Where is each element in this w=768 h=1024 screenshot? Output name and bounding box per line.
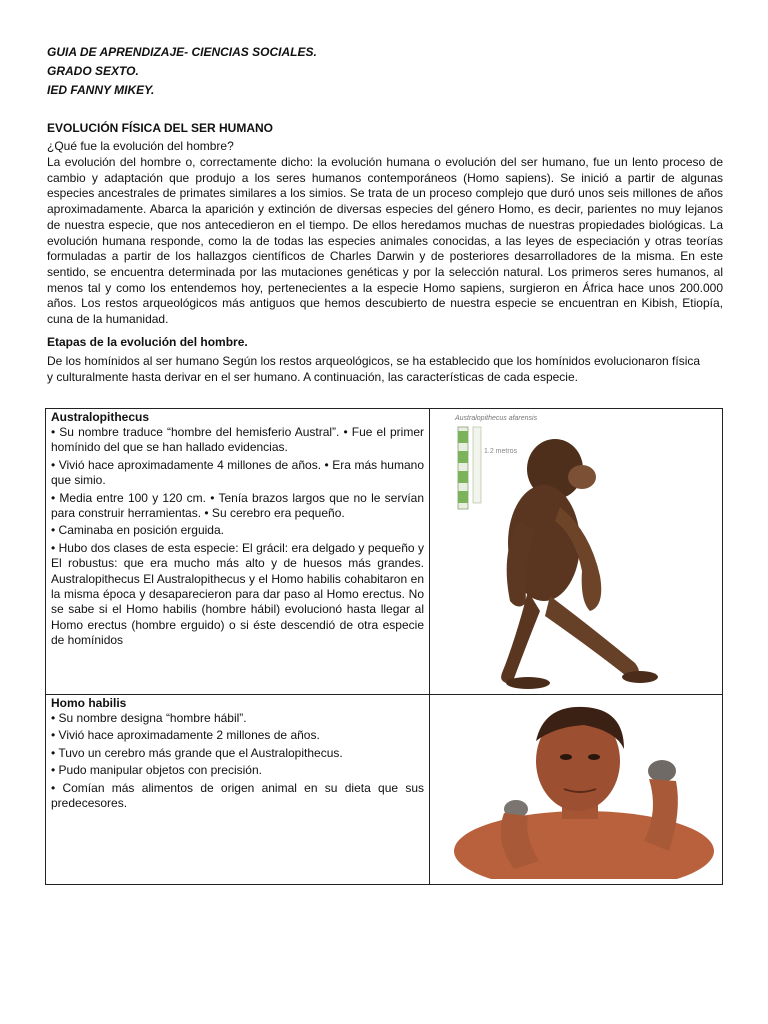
intro-paragraph: La evolución del hombre o, correctamente dicho: la evolución humana o evolución del ser humano, fue un lento proceso de cambio y adaptación que produjo a los seres humanos contemporáneos (Homo sapiens). Se inició a partir de algunas especies ancestrales de primates similares a los simios. Se trata de un proceso complejo que duró unos seis millones de años aproximadamente. Abarca la aparición y extinción de diversas especies del género Homo, es decir, parientes no muy lejanos de nuestra especie, que nos antecedieron en el tiempo. De ellos heredamos muchas de nuestras propiedades biológicas. La evolución humana responde, como la de todas las especies animales conocidas, a las leyes de especiación y otras teorías formuladas a partir de los hallazgos científicos de Charles Darwin y de posteriores desarrolladores de la misma. En este sentido, se encuentra determinada por las mutaciones genéticas y por la selección natural. Los primeros seres humanos, al menos tal y como los entendemos hoy, pertenecientes a la especie Homo sapiens, surgieron en África hace unos 200.000 años. Los restos arqueológicos más antiguos que hemos descubierto de nuestra especie se encuentran en Kibish, Etiopía, cuna de la humanidad. [47, 155, 723, 327]
list-item: • Hubo dos clases de esta especie: El grácil: era delgado y pequeño y El robustus: que era mucho más alto y de huesos más grandes. Australopithecus El Australopithecus y el Homo habilis cohabitaron en la misma época y desaparecieron para dar paso al Homo erectus. No se sabe si el Homo habilis (hombre hábil) evolucionó hasta llegar al Homo erectus (hombre erguido) o si éste descendió de otra especie de homínidos [51, 540, 424, 648]
australopithecus-image-cell [430, 409, 723, 695]
species-name: Australopithecus [51, 410, 150, 424]
species-name: Homo habilis [51, 696, 127, 710]
header-line-1: GUIA DE APRENDIZAJE- CIENCIAS SOCIALES. [47, 45, 317, 59]
list-item: • Vivió hace aproximadamente 4 millones de años. • Era más humano que simio. [51, 457, 424, 488]
question: ¿Qué fue la evolución del hombre? [47, 139, 234, 153]
image-caption: Australopithecus afarensis [455, 415, 538, 422]
list-item: • Media entre 100 y 120 cm. • Tenía brazos largos que no le servían para construir herramientas. • Su cerebro era pequeño. [51, 490, 424, 521]
australopithecus-text-cell [46, 409, 430, 695]
homo-habilis-text-cell [46, 695, 430, 885]
species-table [45, 408, 723, 885]
table-row [46, 409, 723, 695]
homo-habilis-image-cell [430, 695, 723, 885]
table-row [46, 695, 723, 885]
list-item: • Caminaba en posición erguida. [51, 523, 224, 538]
homo-habilis-illustration [444, 701, 724, 879]
scale-label: 1.2 metros [484, 448, 518, 455]
list-item: • Pudo manipular objetos con precisión. [51, 763, 262, 778]
list-item: • Su nombre designa “hombre hábil”. [51, 711, 247, 725]
stages-title: Etapas de la evolución del hombre. [47, 335, 248, 349]
header-line-2: GRADO SEXTO. [47, 64, 139, 78]
stages-paragraph [47, 354, 723, 385]
list-item: • Vivió hace aproximadamente 2 millones de años. [51, 728, 320, 743]
stages-line-1: De los homínidos al ser humano Según los restos arqueológicos, se ha establecido que los homínidos evolucionaron física [47, 354, 701, 368]
stages-line-2: y culturalmente hasta derivar en el ser humano. A continuación, las características de cada especie. [47, 369, 578, 384]
list-item: • Tuvo un cerebro más grande que el Australopithecus. [51, 745, 343, 760]
section-title: EVOLUCIÓN FÍSICA DEL SER HUMANO [47, 121, 274, 135]
list-item: • Comían más alimentos de origen animal en su dieta que sus predecesores. [51, 780, 424, 811]
header-line-3: IED FANNY MIKEY. [47, 83, 155, 97]
list-item: • Su nombre traduce “hombre del hemisferio Austral”. • Fue el primer homínido del que se han hallado evidencias. [51, 425, 424, 455]
australopithecus-illustration [440, 411, 730, 693]
